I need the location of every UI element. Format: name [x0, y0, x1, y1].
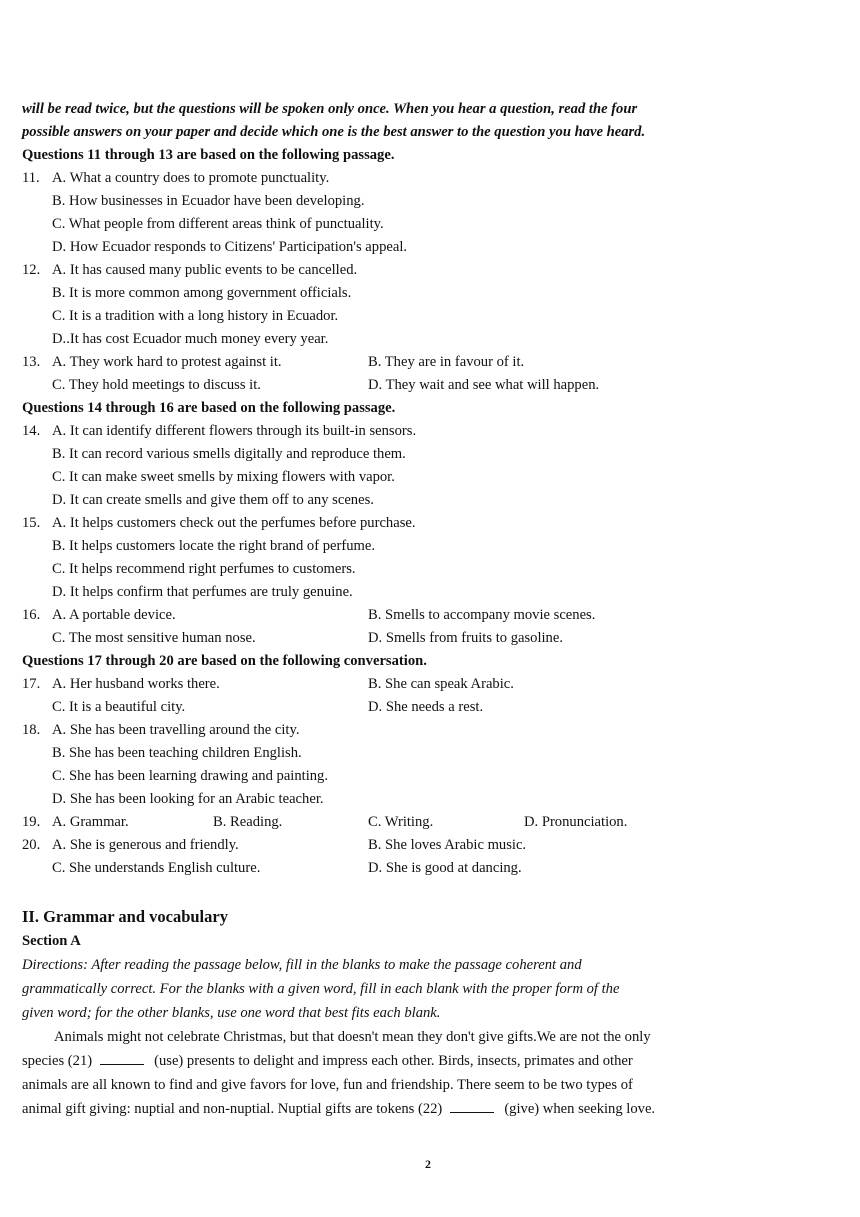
- q14-option-b: B. It can record various smells digitally and reproduce them.: [52, 446, 406, 462]
- q14-option-c: C. It can make sweet smells by mixing flowers with vapor.: [52, 469, 395, 485]
- q20-option-c: C. She understands English culture.: [52, 860, 261, 876]
- intro-line-1: will be read twice, but the questions will be spoken only once. When you hear a question, read the four: [22, 101, 638, 117]
- q12-option-d: D..It has cost Ecuador much money every year.: [52, 331, 329, 347]
- q20-option-a: A. She is generous and friendly.: [52, 837, 239, 853]
- q15-option-d: D. It helps confirm that perfumes are truly genuine.: [52, 584, 353, 600]
- q13-option-b: B. They are in favour of it.: [368, 354, 525, 370]
- passage-line-2: [22, 1054, 633, 1069]
- directions-label: Directions: [22, 957, 84, 973]
- group-heading-14-16: Questions 14 through 16 are based on the following passage.: [22, 400, 396, 416]
- blank-22[interactable]: [450, 1111, 494, 1113]
- q12-option-c: C. It is a tradition with a long history in Ecuador.: [52, 308, 339, 324]
- group-heading-17-20: Questions 17 through 20 are based on the following conversation.: [22, 653, 427, 669]
- passage-line-4-end: (give) when seeking love.: [504, 1101, 656, 1117]
- q11-option-c: C. What people from different areas think of punctuality.: [52, 216, 384, 232]
- q17-option-b: B. She can speak Arabic.: [368, 676, 514, 692]
- question-number-12: 12.: [22, 262, 41, 278]
- group-heading-11-13: Questions 11 through 13 are based on the following passage.: [22, 147, 395, 163]
- directions-line-1: [22, 958, 582, 973]
- q20-option-d: D. She is good at dancing.: [368, 860, 522, 876]
- intro-line-2: possible answers on your paper and decide which one is the best answer to the question you have heard.: [22, 124, 646, 140]
- q18-option-a: A. She has been travelling around the city.: [52, 722, 300, 738]
- q20-option-b: B. She loves Arabic music.: [368, 837, 527, 853]
- blank-21[interactable]: [100, 1063, 144, 1065]
- directions-line-3: given word; for the other blanks, use one word that best fits each blank.: [22, 1005, 441, 1021]
- q19-option-d: D. Pronunciation.: [524, 814, 628, 830]
- q19-option-c: C. Writing.: [368, 814, 434, 830]
- q16-option-d: D. Smells from fruits to gasoline.: [368, 630, 563, 646]
- passage-line-4-start: animal gift giving: nuptial and non-nuptial. Nuptial gifts are tokens (22): [22, 1101, 443, 1117]
- directions-text-1: : After reading the passage below, fill in the blanks to make the passage coherent and: [83, 957, 582, 973]
- q17-option-a: A. Her husband works there.: [52, 676, 220, 692]
- q14-option-d: D. It can create smells and give them off to any scenes.: [52, 492, 374, 508]
- page-number: 2: [425, 1157, 431, 1171]
- q17-option-d: D. She needs a rest.: [368, 699, 484, 715]
- passage-line-1: Animals might not celebrate Christmas, but that doesn't mean they don't give gifts.We are not the only: [54, 1029, 651, 1045]
- passage-line-2-end: (use) presents to delight and impress each other. Birds, insects, primates and other: [154, 1053, 633, 1069]
- question-number-19: 19.: [22, 814, 41, 830]
- passage-line-4: [22, 1102, 655, 1117]
- passage-line-3: animals are all known to find and give favors for love, fun and friendship. There seem to be two types of: [22, 1077, 633, 1093]
- section-heading-grammar: II. Grammar and vocabulary: [22, 907, 228, 926]
- question-number-18: 18.: [22, 722, 41, 738]
- q18-option-d: D. She has been looking for an Arabic teacher.: [52, 791, 324, 807]
- q11-option-d: D. How Ecuador responds to Citizens' Participation's appeal.: [52, 239, 408, 255]
- q18-option-b: B. She has been teaching children English.: [52, 745, 302, 761]
- q13-option-c: C. They hold meetings to discuss it.: [52, 377, 261, 393]
- q18-option-c: C. She has been learning drawing and painting.: [52, 768, 328, 784]
- q14-option-a: A. It can identify different flowers through its built-in sensors.: [52, 423, 417, 439]
- question-number-14: 14.: [22, 423, 41, 439]
- question-number-13: 13.: [22, 354, 41, 370]
- question-number-20: 20.: [22, 837, 41, 853]
- q15-option-b: B. It helps customers locate the right brand of perfume.: [52, 538, 375, 554]
- q12-option-b: B. It is more common among government officials.: [52, 285, 352, 301]
- question-number-16: 16.: [22, 607, 41, 623]
- passage-line-2-start: species (21): [22, 1053, 93, 1069]
- q15-option-c: C. It helps recommend right perfumes to customers.: [52, 561, 356, 577]
- q16-option-c: C. The most sensitive human nose.: [52, 630, 256, 646]
- q12-option-a: A. It has caused many public events to be cancelled.: [52, 262, 358, 278]
- q13-option-a: A. They work hard to protest against it.: [52, 354, 282, 370]
- q11-option-b: B. How businesses in Ecuador have been developing.: [52, 193, 365, 209]
- q16-option-a: A. A portable device.: [52, 607, 176, 623]
- section-a-label: Section A: [22, 933, 81, 949]
- q15-option-a: A. It helps customers check out the perfumes before purchase.: [52, 515, 416, 531]
- question-number-15: 15.: [22, 515, 41, 531]
- q19-option-a: A. Grammar.: [52, 814, 129, 830]
- directions-line-2: grammatically correct. For the blanks with a given word, fill in each blank with the proper form of the: [22, 981, 620, 997]
- question-number-17: 17.: [22, 676, 41, 692]
- q16-option-b: B. Smells to accompany movie scenes.: [368, 607, 596, 623]
- question-number-11: 11.: [22, 170, 40, 186]
- q17-option-c: C. It is a beautiful city.: [52, 699, 186, 715]
- q11-option-a: A. What a country does to promote punctuality.: [52, 170, 330, 186]
- q13-option-d: D. They wait and see what will happen.: [368, 377, 600, 393]
- q19-option-b: B. Reading.: [213, 814, 283, 830]
